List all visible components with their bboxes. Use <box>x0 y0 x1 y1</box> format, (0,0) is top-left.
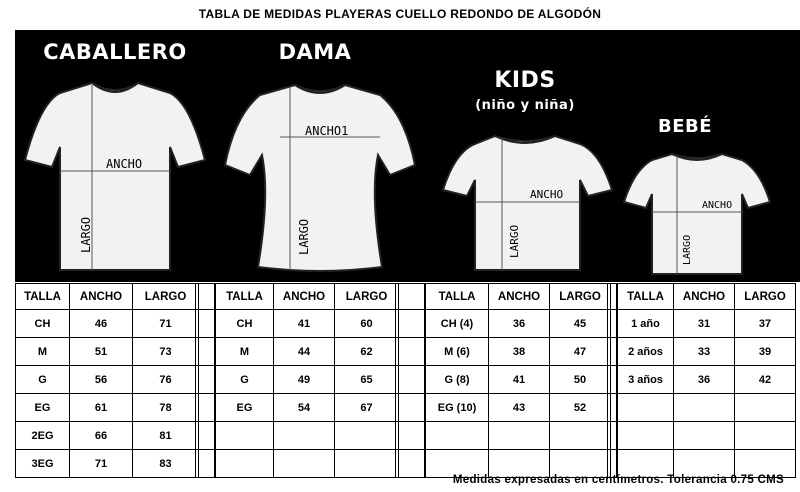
header-largo: LARGO <box>735 284 796 310</box>
table-kids <box>425 283 611 478</box>
cell-ancho: 56 <box>70 366 133 394</box>
cell-ancho: 44 <box>274 338 335 366</box>
label-bebe: BEBÉ <box>657 116 713 137</box>
header-ancho: ANCHO <box>274 284 335 310</box>
table-bebe <box>617 283 796 478</box>
dama-ancho1-label: ANCHO1 <box>305 124 349 138</box>
kids-largo-label: LARGO <box>508 224 521 258</box>
cell-largo: 42 <box>735 366 796 394</box>
table-row <box>426 366 611 394</box>
cell-largo: 62 <box>335 338 399 366</box>
cell-largo: 73 <box>133 338 199 366</box>
cell-largo: 67 <box>335 394 399 422</box>
cell-largo: 71 <box>133 310 199 338</box>
cell-ancho: 71 <box>70 450 133 478</box>
cell-ancho: 51 <box>70 338 133 366</box>
cell-ancho: 66 <box>70 422 133 450</box>
dama-shirt-icon <box>220 75 420 275</box>
table-header-row <box>618 284 796 310</box>
table-header-row <box>216 284 399 310</box>
cell-talla: 1 año <box>618 310 674 338</box>
table-row <box>426 338 611 366</box>
cell-ancho: 61 <box>70 394 133 422</box>
cell-talla: M (6) <box>426 338 489 366</box>
caballero-shirt-icon <box>20 75 210 275</box>
header-largo: LARGO <box>550 284 611 310</box>
table-row <box>618 394 796 422</box>
page-title: TABLA DE MEDIDAS PLAYERAS CUELLO REDONDO DE ALGODÓN <box>198 7 602 21</box>
table-row <box>216 310 399 338</box>
header-talla: TALLA <box>216 284 274 310</box>
header-ancho: ANCHO <box>674 284 735 310</box>
table-row <box>16 450 199 478</box>
header-ancho: ANCHO <box>70 284 133 310</box>
table-row <box>426 422 611 450</box>
spacer-column <box>395 283 425 478</box>
cell-ancho: 54 <box>274 394 335 422</box>
cell-ancho: 33 <box>674 338 735 366</box>
cell-largo: 65 <box>335 366 399 394</box>
kids-shirt-icon <box>440 130 615 280</box>
shirts-panel <box>15 30 800 282</box>
table-row <box>618 310 796 338</box>
table-row <box>618 338 796 366</box>
table-row <box>426 394 611 422</box>
table-dama <box>215 283 399 478</box>
cell-talla: 3 años <box>618 366 674 394</box>
table-row <box>16 310 199 338</box>
cell-largo: 81 <box>133 422 199 450</box>
table-caballero <box>15 283 199 478</box>
cell-talla: G <box>16 366 70 394</box>
cell-talla: CH (4) <box>426 310 489 338</box>
table-row <box>618 422 796 450</box>
kids-ancho-label: ANCHO <box>530 188 564 201</box>
cell-talla: G <box>216 366 274 394</box>
table-row <box>16 422 199 450</box>
cell-ancho: 36 <box>489 310 550 338</box>
table-header-row <box>426 284 611 310</box>
cell-talla: CH <box>16 310 70 338</box>
header-talla: TALLA <box>16 284 70 310</box>
header-ancho: ANCHO <box>489 284 550 310</box>
header-talla: TALLA <box>426 284 489 310</box>
cell-largo: 37 <box>735 310 796 338</box>
spacer-column <box>195 283 215 478</box>
cell-largo: 50 <box>550 366 611 394</box>
table-row <box>618 366 796 394</box>
table-row <box>216 338 399 366</box>
cell-largo: 78 <box>133 394 199 422</box>
cell-largo: 60 <box>335 310 399 338</box>
bebe-ancho-label: ANCHO <box>702 200 733 211</box>
bebe-largo-label: LARGO <box>682 234 693 265</box>
cell-talla: EG (10) <box>426 394 489 422</box>
cell-ancho: 46 <box>70 310 133 338</box>
cell-talla: EG <box>16 394 70 422</box>
cell-largo: 52 <box>550 394 611 422</box>
caballero-ancho-label: ANCHO <box>106 157 143 171</box>
bebe-shirt-icon <box>622 150 772 280</box>
cell-ancho: 38 <box>489 338 550 366</box>
caballero-largo-label: LARGO <box>79 216 93 253</box>
cell-ancho: 49 <box>274 366 335 394</box>
cell-ancho: 31 <box>674 310 735 338</box>
table-row <box>16 338 199 366</box>
cell-ancho: 41 <box>489 366 550 394</box>
cell-ancho: 43 <box>489 394 550 422</box>
cell-talla: EG <box>216 394 274 422</box>
cell-talla: 2EG <box>16 422 70 450</box>
header-talla: TALLA <box>618 284 674 310</box>
footer-note: Medidas expresadas en centímetros. Tolerancia 0.75 CMS <box>452 474 784 486</box>
label-kids-sub: (niño y niña) <box>475 98 575 113</box>
table-row <box>216 422 399 450</box>
cell-talla: M <box>16 338 70 366</box>
header-largo: LARGO <box>133 284 199 310</box>
cell-talla: M <box>216 338 274 366</box>
dama-largo-label: LARGO <box>297 218 311 255</box>
cell-largo: 76 <box>133 366 199 394</box>
cell-largo: 45 <box>550 310 611 338</box>
cell-largo: 47 <box>550 338 611 366</box>
table-row <box>216 394 399 422</box>
table-header-row <box>16 284 199 310</box>
table-row <box>216 366 399 394</box>
cell-talla: 2 años <box>618 338 674 366</box>
label-caballero: CABALLERO <box>43 40 187 64</box>
table-row <box>426 310 611 338</box>
header-largo: LARGO <box>335 284 399 310</box>
table-row <box>16 366 199 394</box>
cell-talla: 3EG <box>16 450 70 478</box>
cell-talla: CH <box>216 310 274 338</box>
cell-talla: G (8) <box>426 366 489 394</box>
label-kids: KIDS <box>494 68 556 93</box>
cell-largo: 83 <box>133 450 199 478</box>
label-dama: DAMA <box>278 40 352 64</box>
spacer-column <box>607 283 617 478</box>
cell-ancho: 36 <box>674 366 735 394</box>
cell-largo: 39 <box>735 338 796 366</box>
table-row <box>216 450 399 478</box>
table-row <box>16 394 199 422</box>
cell-ancho: 41 <box>274 310 335 338</box>
